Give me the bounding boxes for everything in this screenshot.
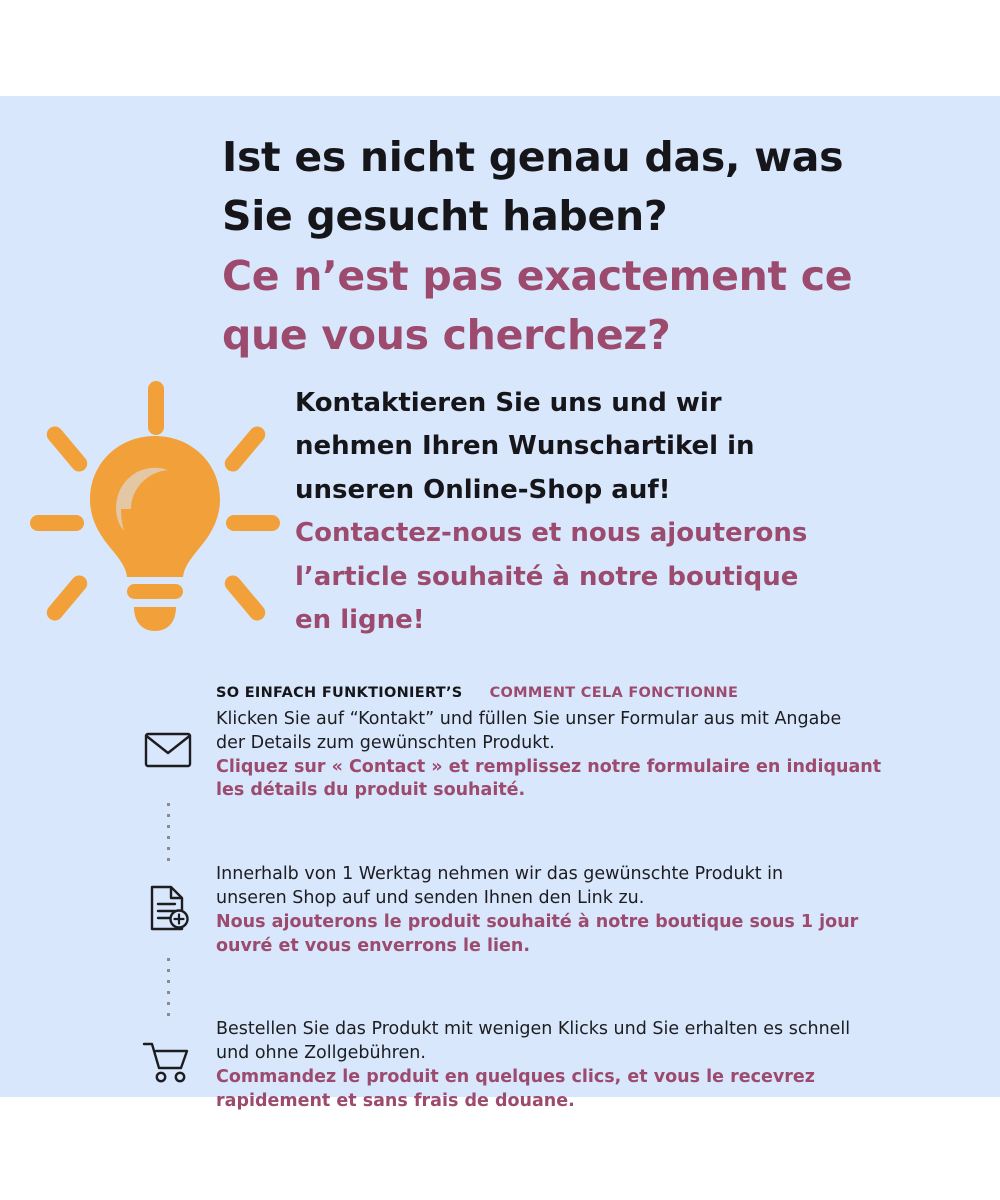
envelope-icon (144, 730, 192, 770)
step-item-3 (120, 1018, 940, 1113)
step-2-icon-column (120, 863, 216, 931)
subhead-french-line2: l’article souhaité à notre boutique (295, 561, 799, 592)
step-2-german-line1: Innerhalb von 1 Werktag nehmen wir das gewünschte Produkt in (216, 864, 784, 885)
lightbulb-illustration (30, 381, 280, 641)
step-3-icon-column (120, 1018, 216, 1084)
subhead-french (295, 512, 895, 642)
headline-french-line2: que vous cherchez? (222, 311, 671, 360)
how-it-works-label-german: SO EINFACH FUNKTIONIERT’S (216, 685, 463, 701)
step-2-text-french (216, 911, 940, 959)
step-1-text-german (216, 708, 940, 756)
step-1-icon-column (120, 708, 216, 770)
subhead-block (295, 382, 895, 642)
document-add-icon (145, 885, 191, 931)
step-3-german-line1: Bestellen Sie das Produkt mit wenigen Klicks und Sie erhalten es schnell (216, 1019, 851, 1040)
step-item-2 (120, 863, 940, 958)
subhead-german-line2: nehmen Ihren Wunschartikel in (295, 431, 755, 462)
how-it-works-heading (216, 682, 738, 701)
step-3-text-column (216, 1018, 940, 1113)
how-it-works-label-french: COMMENT CELA FONCTIONNE (489, 685, 739, 701)
headline-block (222, 128, 922, 366)
step-item-1 (120, 708, 940, 803)
step-3-text-german (216, 1018, 940, 1066)
step-2-german-line2: unseren Shop auf und senden Ihnen den Link zu. (216, 887, 645, 908)
subhead-french-line1: Contactez-nous et nous ajouterons (295, 518, 808, 549)
step-2-french-line2: ouvré et vous enverrons le lien. (216, 935, 530, 956)
step-3-german-line2: und ohne Zollgebühren. (216, 1043, 426, 1064)
step-1-french-line2: les détails du produit souhaité. (216, 780, 526, 801)
subhead-german-line3: unseren Online-Shop auf! (295, 474, 671, 505)
step-1-german-line2: der Details zum gewünschten Produkt. (216, 732, 555, 753)
subhead-french-line3: en ligne! (295, 605, 425, 636)
subhead-german (295, 382, 895, 512)
subhead-german-line1: Kontaktieren Sie uns und wir (295, 388, 722, 418)
step-connector-1 (167, 803, 170, 863)
step-2-text-german (216, 863, 940, 911)
step-2-french-line1: Nous ajouterons le produit souhaité à notre boutique sous 1 jour (216, 911, 859, 932)
step-3-french-line2: rapidement et sans frais de douane. (216, 1090, 575, 1111)
headline-french-line1: Ce n’est pas exactement ce (222, 251, 853, 300)
steps-list (120, 708, 940, 1114)
step-connector-2 (167, 958, 170, 1018)
step-3-text-french (216, 1066, 940, 1114)
step-1-text-column (216, 708, 940, 803)
lightbulb-icon (30, 381, 280, 641)
headline-german-line1: Ist es nicht genau das, was (222, 133, 844, 181)
shopping-cart-icon (142, 1040, 194, 1084)
step-1-text-french (216, 756, 940, 804)
headline-french (222, 247, 922, 366)
step-3-french-line1: Commandez le produit en quelques clics, et vous le recevrez (216, 1066, 815, 1087)
step-1-french-line1: Cliquez sur « Contact » et remplissez notre formulaire en indiquant (216, 756, 882, 777)
step-2-text-column (216, 863, 940, 958)
step-1-german-line1: Klicken Sie auf “Kontakt” und füllen Sie unser Formular aus mit Angabe (216, 709, 842, 729)
headline-german (222, 128, 922, 247)
headline-german-line2: Sie gesucht haben? (222, 192, 668, 241)
info-panel (0, 96, 1000, 1111)
